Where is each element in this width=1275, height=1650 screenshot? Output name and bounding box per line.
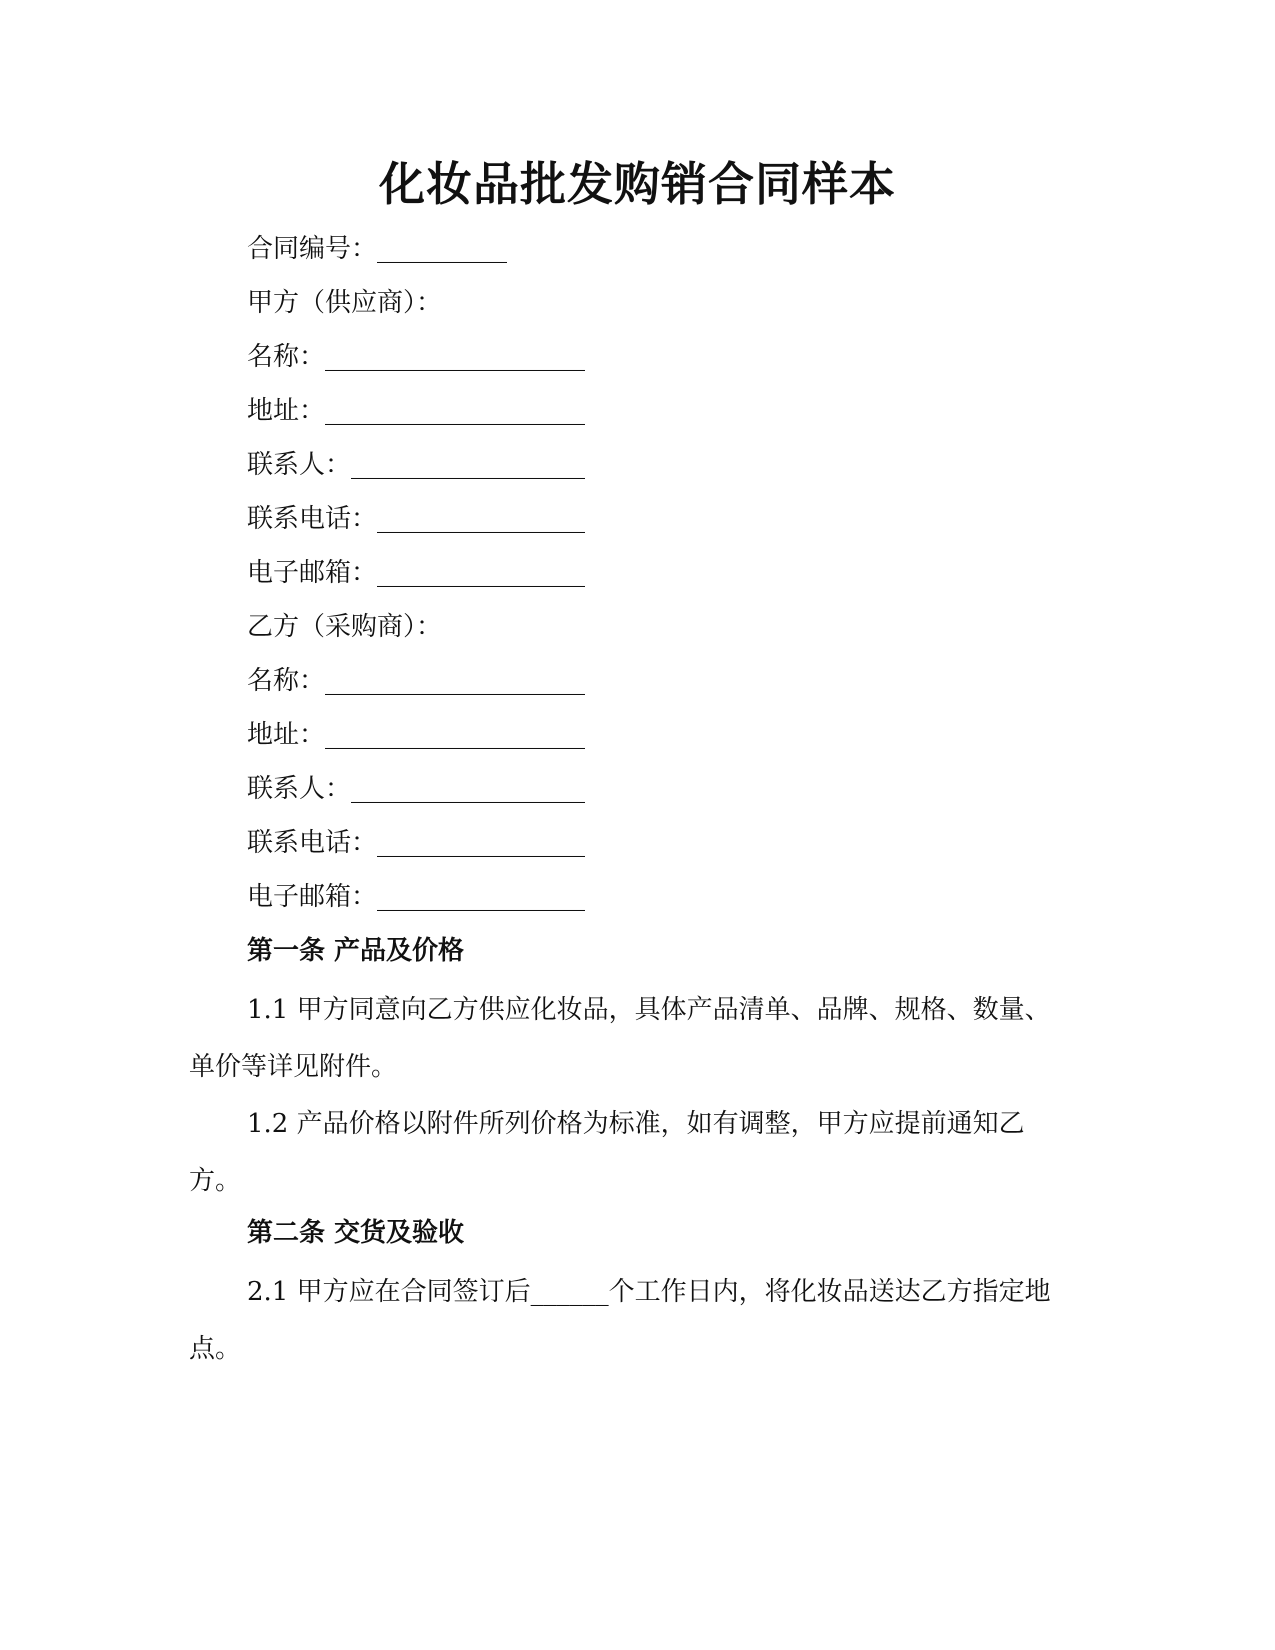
document-title: 化妆品批发购销合同样本 xyxy=(379,157,896,211)
party-a-email-field: 电子邮箱：________________ xyxy=(247,558,586,588)
party-a-phone-field: 联系电话：________________ xyxy=(247,504,586,534)
party-b-address-field: 地址：____________________ xyxy=(247,720,586,750)
party-a-heading: 甲方（供应商）： xyxy=(247,288,443,318)
party-b-name-field: 名称：____________________ xyxy=(247,666,586,696)
article-2-heading: 第二条 交货及验收 xyxy=(247,1218,465,1248)
party-b-phone-field: 联系电话：________________ xyxy=(247,828,586,858)
party-a-name-field: 名称：____________________ xyxy=(247,342,586,372)
party-a-contact-field: 联系人：__________________ xyxy=(247,450,586,480)
clause-1-2: 1.2 产品价格以附件所列价格为标准，如有调整，甲方应提前通知乙方。 xyxy=(189,1109,1025,1196)
party-b-contact-field: 联系人：__________________ xyxy=(247,774,586,804)
party-b-email-field: 电子邮箱：________________ xyxy=(247,882,586,912)
clause-2-1: 2.1 甲方应在合同签订后______个工作日内，将化妆品送达乙方指定地点。 xyxy=(189,1277,1051,1364)
party-a-address-field: 地址：____________________ xyxy=(247,396,586,426)
article-1-heading: 第一条 产品及价格 xyxy=(247,936,465,966)
contract-number-field: 合同编号：__________ xyxy=(247,234,508,264)
clause-1-1: 1.1 甲方同意向乙方供应化妆品，具体产品清单、品牌、规格、数量、单价等详见附件。 xyxy=(189,995,1051,1082)
party-b-heading: 乙方（采购商）： xyxy=(247,612,443,642)
